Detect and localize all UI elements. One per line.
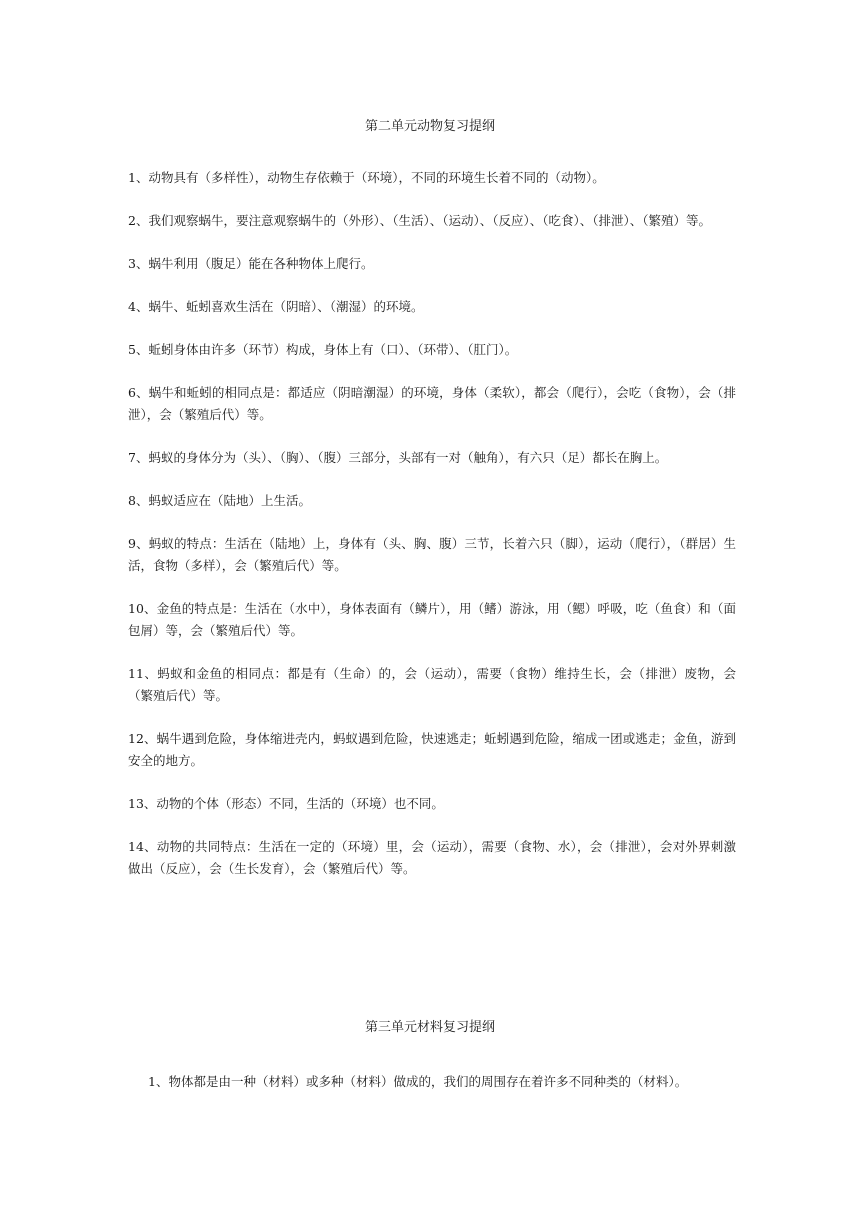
list-item: 5、蚯蚓身体由许多（环节）构成，身体上有（口）、（环带）、（肛门）。: [128, 342, 518, 357]
materials-outline-list: [148, 1071, 748, 1114]
list-item: 1、物体都是由一种（材料）或多种（材料）做成的，我们的周围存在着许多不同种类的（材料）。: [148, 1074, 688, 1089]
list-item: 7、蚂蚁的身体分为（头）、（胸）、（腹）三部分，头部有一对（触角），有六只（足）都长在胸上。: [128, 450, 668, 465]
section-title-animals: 第二单元动物复习提纲: [364, 119, 495, 134]
list-item: 11、蚂蚁和金鱼的相同点：都是有（生命）的，会（运动），需要（食物）维持生长，会（排泄）废物，会（繁殖后代）等。: [128, 666, 736, 703]
list-item: 10、金鱼的特点是：生活在（水中），身体表面有（鳞片），用（鳍）游泳，用（鳃）呼吸，吃（鱼食）和（面包屑）等，会（繁殖后代）等。: [128, 601, 736, 638]
list-item: 6、蜗牛和蚯蚓的相同点是：都适应（阴暗潮湿）的环境，身体（柔软），都会（爬行），会吃（食物），会（排泄），会（繁殖后代）等。: [128, 385, 736, 422]
list-item: 2、我们观察蜗牛，要注意观察蜗牛的（外形）、（生活）、（运动）、（反应）、（吃食）、（排泄）、（繁殖）等。: [128, 213, 711, 228]
list-item: 1、动物具有（多样性），动物生存依赖于（环境），不同的环境生长着不同的（动物）。: [128, 170, 605, 185]
list-item: 3、蜗牛利用（腹足）能在各种物体上爬行。: [128, 256, 374, 271]
section-title-materials: 第三单元材料复习提纲: [364, 1020, 495, 1035]
list-item: 13、动物的个体（形态）不同，生活的（环境）也不同。: [128, 796, 444, 811]
list-item: 9、蚂蚁的特点：生活在（陆地）上，身体有（头、胸、腹）三节，长着六只（脚），运动（爬行），（群居）生活，食物（多样），会（繁殖后代）等。: [128, 536, 736, 573]
list-item: 12、蜗牛遇到危险，身体缩进壳内，蚂蚁遇到危险，快速逃走；蚯蚓遇到危险，缩成一团或逃走；金鱼，游到安全的地方。: [128, 731, 736, 768]
list-item: 8、蚂蚁适应在（陆地）上生活。: [128, 493, 311, 508]
animals-outline-list: [128, 167, 736, 901]
list-item: 4、蜗牛、蚯蚓喜欢生活在（阴暗）、（潮湿）的环境。: [128, 299, 424, 314]
list-item: 14、动物的共同特点：生活在一定的（环境）里，会（运动），需要（食物、水），会（排泄），会对外界刺激做出（反应），会（生长发育），会（繁殖后代）等。: [128, 839, 736, 876]
